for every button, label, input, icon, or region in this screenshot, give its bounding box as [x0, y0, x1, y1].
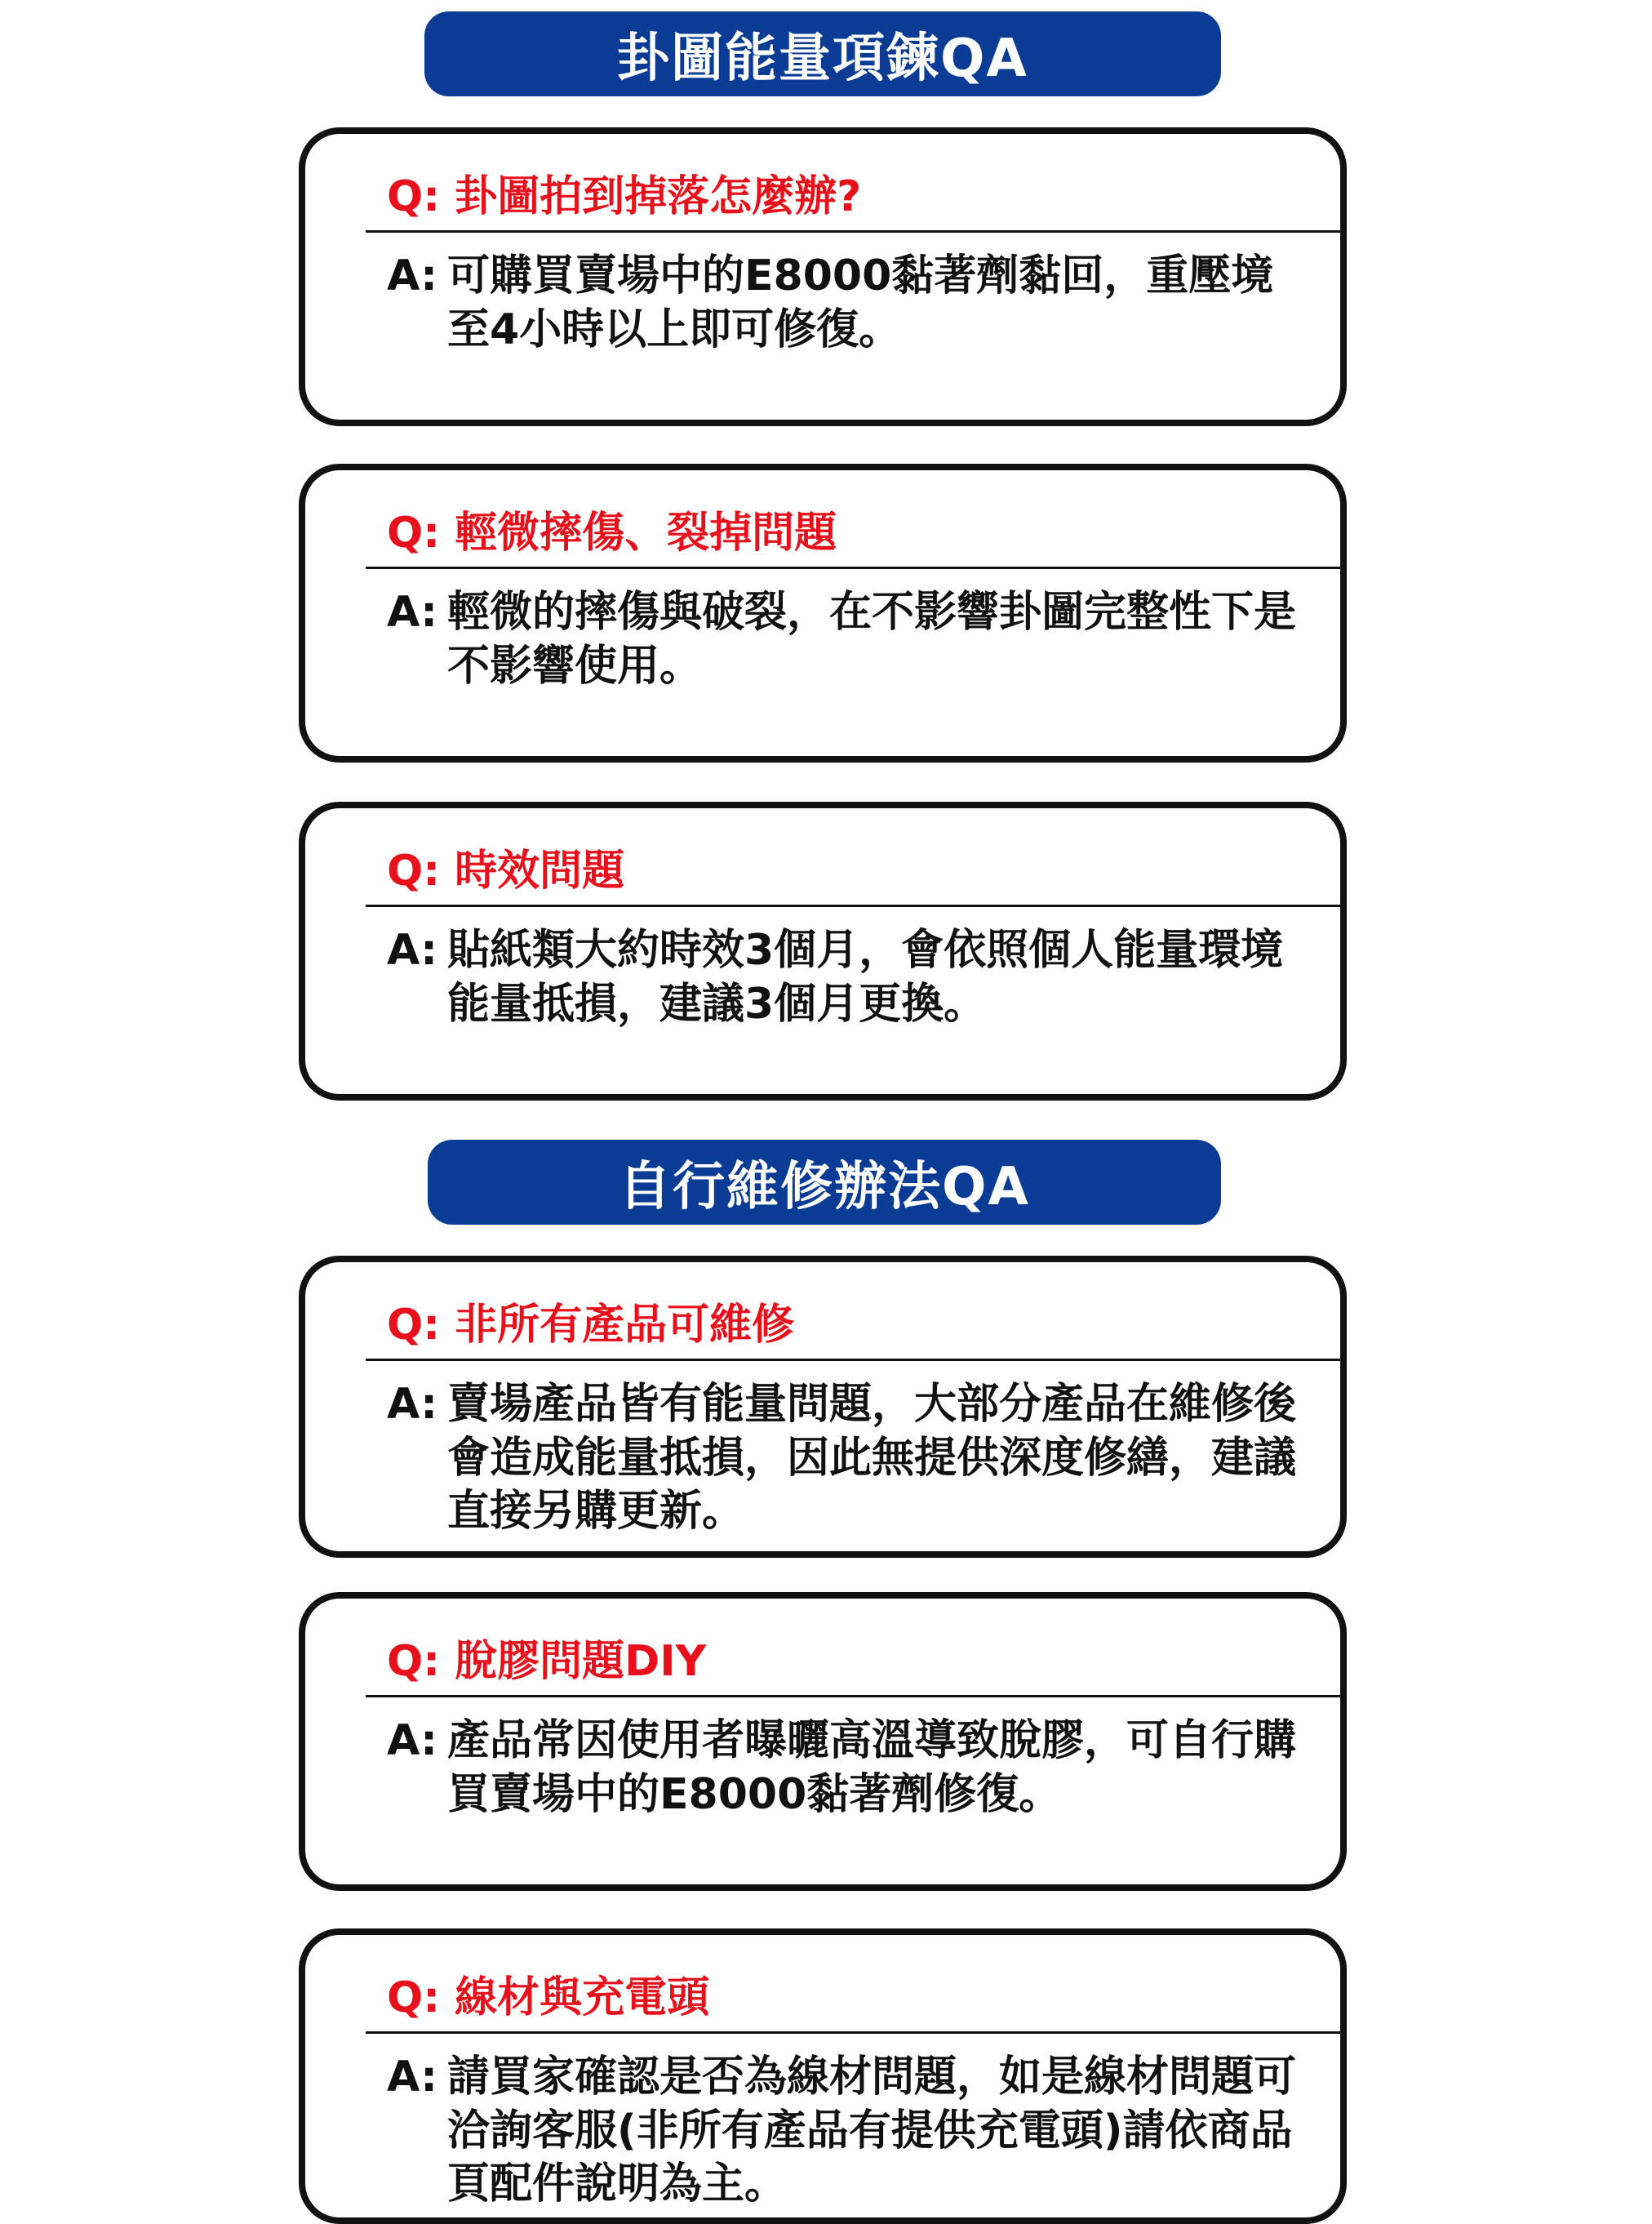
answer — [387, 250, 1301, 357]
question: Q: 線材與充電頭 — [387, 1973, 710, 2022]
answer-prefix: A: — [387, 1716, 438, 1765]
question: Q: 脫膠問題DIY — [387, 1637, 707, 1686]
qa-card — [299, 1256, 1347, 1558]
divider — [366, 567, 1340, 569]
answer — [387, 2051, 1301, 2212]
answer — [387, 1378, 1301, 1539]
answer — [387, 586, 1301, 693]
answer-prefix: A: — [387, 2053, 438, 2102]
divider — [366, 1695, 1340, 1697]
question: Q: 時效問題 — [387, 847, 625, 896]
section-title-repair: 自行維修辦法QA — [428, 1140, 1221, 1225]
qa-card — [299, 464, 1347, 763]
question: Q: 輕微摔傷、裂掉問題 — [387, 509, 837, 558]
qa-card — [299, 802, 1347, 1101]
question: Q: 非所有產品可維修 — [387, 1301, 795, 1350]
divider — [366, 2031, 1340, 2034]
answer-text: 可購買賣場中的E8000黏著劑黏回，重壓境至4小時以上即可修復。 — [447, 251, 1274, 354]
question: Q: 卦圖拍到掉落怎麼辦? — [387, 172, 862, 221]
answer-prefix: A: — [387, 926, 438, 975]
answer-prefix: A: — [387, 588, 438, 637]
qa-card — [299, 1592, 1347, 1891]
answer-text: 請買家確認是否為線材問題，如是線材問題可洽詢客服(非所有產品有提供充電頭)請依商品頁配件說明為主。 — [447, 2053, 1297, 2209]
divider — [366, 905, 1340, 907]
qa-card — [299, 1928, 1347, 2224]
answer-text: 產品常因使用者曝曬高溫導致脫膠，可自行購買賣場中的E8000黏著劑修復。 — [447, 1716, 1297, 1819]
answer-text: 貼紙類大約時效3個月，會依照個人能量環境能量抵損，建議3個月更換。 — [447, 926, 1284, 1029]
answer-prefix: A: — [387, 251, 438, 300]
section-title-pendant: 卦圖能量項鍊QA — [424, 11, 1221, 96]
qa-card — [299, 127, 1347, 426]
divider — [366, 1359, 1340, 1361]
answer-prefix: A: — [387, 1380, 438, 1429]
divider — [366, 230, 1340, 233]
answer-text: 輕微的摔傷與破裂，在不影響卦圖完整性下是不影響使用。 — [447, 588, 1297, 691]
answer — [387, 924, 1301, 1031]
answer-text: 賣場產品皆有能量問題，大部分產品在維修後會造成能量抵損，因此無提供深度修繕，建議直接另購更新。 — [447, 1380, 1297, 1537]
answer — [387, 1715, 1301, 1821]
